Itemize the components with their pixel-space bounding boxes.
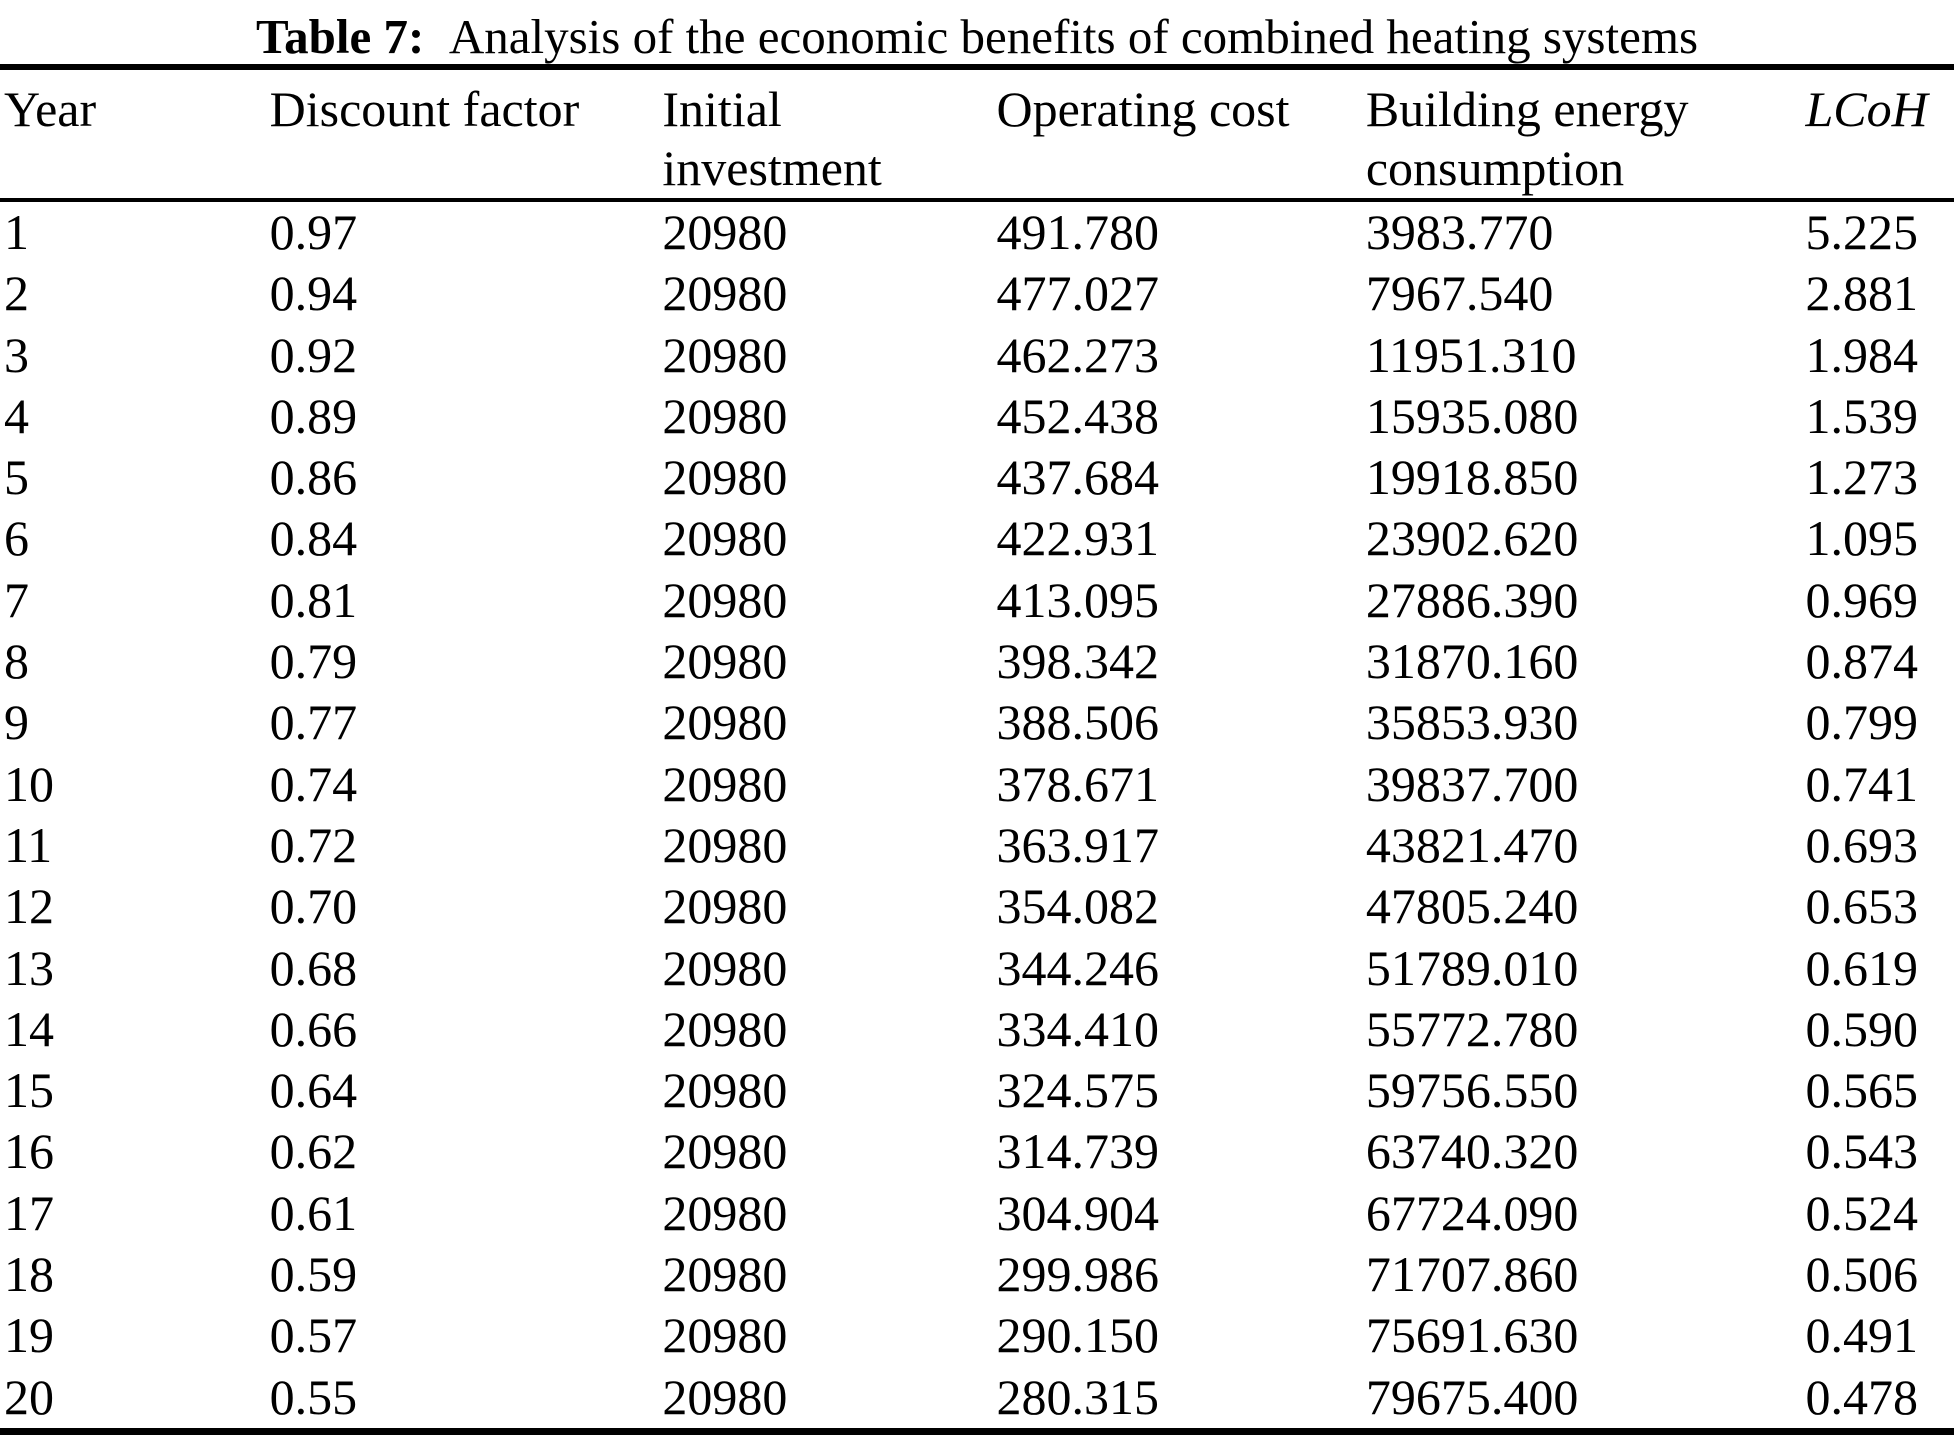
table-cell: 0.68: [269, 939, 358, 996]
table-row: [0, 1367, 1954, 1432]
table-cell: 491.780: [996, 204, 1160, 260]
table-cell: 20980: [662, 1123, 788, 1180]
table-header: [0, 67, 1954, 200]
table-cell: 19: [4, 1307, 54, 1364]
column-header-discount-factor: Discount factor: [270, 67, 663, 200]
table-cell: 19918.850: [1365, 449, 1579, 506]
table-cell: 20980: [662, 1062, 788, 1119]
table-cell: 422.931: [996, 510, 1160, 567]
table-cell: 5: [4, 449, 29, 506]
table-cell: 4: [4, 387, 29, 444]
table-cell: 8: [4, 633, 29, 690]
table-cell: 0.491: [1805, 1307, 1918, 1364]
table-cell: 0.64: [269, 1062, 358, 1119]
table-cell: 39837.700: [1365, 755, 1579, 812]
table-cell: 0.59: [269, 1246, 358, 1303]
table-cell: 0.741: [1805, 755, 1918, 812]
table-cell: 304.904: [996, 1184, 1160, 1241]
table-cell: 16: [4, 1123, 54, 1180]
table-cell: 299.986: [996, 1246, 1160, 1303]
table-row: [0, 938, 1954, 999]
table-cell: 344.246: [996, 939, 1160, 996]
table-cell: 0.94: [269, 265, 358, 322]
table-cell: 59756.550: [1365, 1062, 1579, 1119]
table-cell: 20980: [662, 204, 788, 260]
table-cell: 0.619: [1805, 939, 1918, 996]
table-cell: 35853.930: [1365, 694, 1579, 751]
table-cell: 13: [4, 939, 54, 996]
table-cell: 0.478: [1805, 1368, 1918, 1425]
table-row: [0, 1060, 1954, 1121]
table-cell: 0.79: [269, 633, 358, 690]
table-cell: 398.342: [996, 633, 1160, 690]
table-cell: 0.874: [1805, 633, 1918, 690]
table-cell: 15935.080: [1365, 387, 1579, 444]
table-cell: 3983.770: [1365, 204, 1554, 260]
table-cell: 0.70: [269, 878, 358, 935]
table-cell: 10: [4, 755, 54, 812]
table-cell: 31870.160: [1365, 633, 1579, 690]
table-cell: 0.62: [269, 1123, 358, 1180]
table-cell: 0.543: [1805, 1123, 1918, 1180]
table-cell: 17: [4, 1184, 54, 1241]
table-cell: 0.61: [269, 1184, 358, 1241]
table-cell: 20980: [662, 694, 788, 751]
table-row: [0, 1305, 1954, 1366]
table-cell: 20: [4, 1368, 54, 1425]
table-cell: 20980: [662, 816, 788, 873]
table-cell: 63740.320: [1365, 1123, 1579, 1180]
column-header-year: Year: [0, 67, 270, 200]
table-cell: 0.799: [1805, 694, 1918, 751]
table-cell: 0.81: [269, 571, 358, 628]
table-cell: 1.539: [1805, 387, 1918, 444]
table-cell: 1.095: [1805, 510, 1918, 567]
table-cell: 20980: [662, 1000, 788, 1057]
table-cell: 51789.010: [1365, 939, 1579, 996]
table-cell: 20980: [662, 1307, 788, 1364]
table-cell: 452.438: [996, 387, 1160, 444]
table-row: [0, 447, 1954, 508]
table-cell: 314.739: [996, 1123, 1160, 1180]
table-cell: 20980: [662, 1368, 788, 1425]
table-row: [0, 325, 1954, 386]
table-cell: 20980: [662, 265, 788, 322]
table-cell: 47805.240: [1365, 878, 1579, 935]
table-cell: 11: [4, 816, 53, 873]
table-row: [0, 1121, 1954, 1182]
table-cell: 378.671: [996, 755, 1160, 812]
table-cell: 5.225: [1805, 204, 1918, 260]
table-cell: 2: [4, 265, 29, 322]
table-cell: 334.410: [996, 1000, 1160, 1057]
table-caption-text: [437, 9, 449, 64]
table-cell: 20980: [662, 571, 788, 628]
table-cell: 0.57: [269, 1307, 358, 1364]
table-cell: 71707.860: [1365, 1246, 1579, 1303]
table-cell: 324.575: [996, 1062, 1160, 1119]
table-cell: 14: [4, 1000, 54, 1057]
column-header-building-energy-consumption: Building energy consumption: [1366, 67, 1806, 200]
table-cell: 20980: [662, 755, 788, 812]
table-header-row: [0, 67, 1954, 200]
table-row: [0, 263, 1954, 324]
table-caption: [0, 0, 1954, 64]
table-cell: 20980: [662, 387, 788, 444]
table-cell: 0.89: [269, 387, 358, 444]
table-cell: 0.524: [1805, 1184, 1918, 1241]
table-cell: 20980: [662, 939, 788, 996]
table-cell: 0.86: [269, 449, 358, 506]
table-cell: 75691.630: [1365, 1307, 1579, 1364]
table-body: [0, 200, 1954, 1431]
table-cell: 1: [4, 204, 29, 260]
column-header-operating-cost: Operating cost: [997, 67, 1366, 200]
table-cell: 0.77: [269, 694, 358, 751]
table-cell: 437.684: [996, 449, 1160, 506]
table-cell: 0.66: [269, 1000, 358, 1057]
table-cell: 20980: [662, 1184, 788, 1241]
table-row: [0, 386, 1954, 447]
economic-benefits-table: [0, 64, 1954, 1435]
table-cell: 0.653: [1805, 878, 1918, 935]
table-cell: 0.84: [269, 510, 358, 567]
table-cell: 0.55: [269, 1368, 358, 1425]
table-cell: 354.082: [996, 878, 1160, 935]
table-cell: 0.74: [269, 755, 358, 812]
table-cell: 23902.620: [1365, 510, 1579, 567]
table-row: [0, 1244, 1954, 1305]
table-row: [0, 692, 1954, 753]
table-cell: 0.506: [1805, 1246, 1918, 1303]
table-cell: 0.565: [1805, 1062, 1918, 1119]
table-row: [0, 999, 1954, 1060]
table-cell: 2.881: [1805, 265, 1918, 322]
table-cell: 55772.780: [1365, 1000, 1579, 1057]
table-cell: 3: [4, 326, 29, 383]
table-cell: 280.315: [996, 1368, 1160, 1425]
table-cell: 20980: [662, 878, 788, 935]
column-header-initial-investment: Initial investment: [662, 67, 996, 200]
table-cell: 1.984: [1805, 326, 1918, 383]
table-cell: 462.273: [996, 326, 1160, 383]
table-cell: 20980: [662, 1246, 788, 1303]
table-cell: 20980: [662, 326, 788, 383]
table-cell: 12: [4, 878, 54, 935]
table-cell: 11951.310: [1365, 326, 1577, 383]
table-cell: 6: [4, 510, 29, 567]
table-cell: 7: [4, 571, 29, 628]
table-cell: 15: [4, 1062, 54, 1119]
table-cell: 477.027: [996, 265, 1160, 322]
table-row: [0, 631, 1954, 692]
table-cell: 363.917: [996, 816, 1160, 873]
table-row: [0, 815, 1954, 876]
table-row: [0, 508, 1954, 569]
table-cell: 388.506: [996, 694, 1160, 751]
table-cell: 290.150: [996, 1307, 1160, 1364]
table-caption-title: Analysis of the economic benefits of combined heating systems: [448, 9, 1699, 64]
column-header-lcoh: LCoH: [1805, 67, 1954, 200]
table-cell: 0.72: [269, 816, 358, 873]
table-row: [0, 570, 1954, 631]
table-cell: 18: [4, 1246, 54, 1303]
table-row: [0, 200, 1954, 263]
table-cell: 43821.470: [1365, 816, 1579, 873]
table-cell: 0.92: [269, 326, 358, 383]
table-cell: 20980: [662, 510, 788, 567]
table-cell: 0.590: [1805, 1000, 1918, 1057]
table-caption-label: Table 7:: [255, 9, 425, 64]
table-row: [0, 1183, 1954, 1244]
table-cell: 67724.090: [1365, 1184, 1579, 1241]
table-cell: 0.693: [1805, 816, 1918, 873]
table-cell: 9: [4, 694, 29, 751]
table-cell: 20980: [662, 449, 788, 506]
table-cell: 20980: [662, 633, 788, 690]
table-cell: 0.97: [269, 204, 358, 260]
table-row: [0, 876, 1954, 937]
table-cell: 1.273: [1805, 449, 1918, 506]
table-cell: 413.095: [996, 571, 1160, 628]
table-row: [0, 754, 1954, 815]
table-cell: 7967.540: [1365, 265, 1554, 322]
table-cell: 27886.390: [1365, 571, 1579, 628]
table-cell: 0.969: [1805, 571, 1918, 628]
table-cell: 79675.400: [1365, 1368, 1579, 1425]
